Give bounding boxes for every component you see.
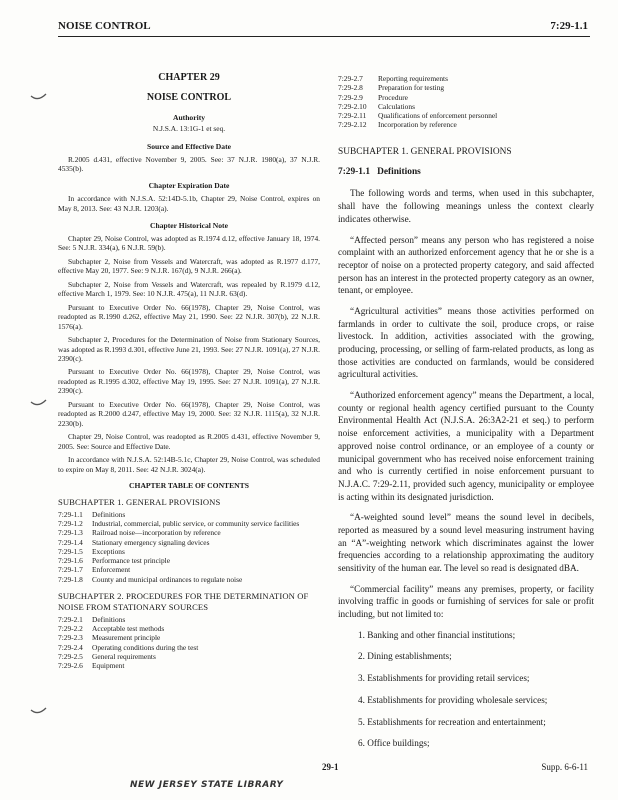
source-text: R.2005 d.431, effective November 9, 2005. See: 37 N.J.R. 1980(a), 37 N.J.R. 4535(b). (58, 154, 320, 173)
section-title: Definitions (377, 167, 421, 178)
authority-text: N.J.S.A. 13:1G-1 et seq. (152, 124, 226, 134)
toc-row[interactable]: 7:29-2.3 Measurement principle (58, 633, 161, 643)
library-stamp: NEW JERSEY STATE LIBRARY (130, 780, 284, 790)
punch-hole-mark-icon (28, 690, 50, 716)
header-section: 7:29-1.1 (550, 20, 588, 32)
toc-row[interactable]: 7:29-1.4 Stationary emergency signaling devices (58, 537, 210, 547)
toc-row[interactable]: 7:29-2.8 Preparation for testing (338, 83, 445, 93)
toc-row[interactable]: 7:29-2.1 Definitions (58, 614, 126, 624)
header-title: NOISE CONTROL (58, 20, 151, 32)
toc-row[interactable]: 7:29-1.3 Railroad noise—incorporation by reference (58, 528, 221, 538)
commercial-facility-list (338, 629, 594, 750)
history-note: Subchapter 2, Procedures for the Determination of Noise from Stationary Sources, was adopted as R.1993 d.301, effective June 21, 1993. See: 27 N.J.R. 1091(a), 27 N.J.R. 2390(c). (58, 335, 320, 363)
list-item: 3. Establishments for providing retail services; (358, 673, 530, 684)
toc-row[interactable]: 7:29-2.10 Calculations (338, 101, 415, 111)
definition-paragraph: The following words and terms, when used in this subchapter, shall have the following meanings unless the context clearly indicates otherwise. (338, 188, 594, 224)
history-label: Chapter Historical Note (150, 221, 228, 231)
history-note: Pursuant to Executive Order No. 66(1978), Chapter 29, Noise Control, was readopted as R.1995 d.302, effective May 19, 1995. See: 27 N.J.R. 1091(a), 27 N.J.R. 2390(c). (58, 367, 320, 396)
toc-row[interactable]: 7:29-1.8 County and municipal ordinances to regulate noise (58, 574, 243, 584)
left-column (58, 72, 320, 670)
list-item: 1. Banking and other financial institutions; (358, 629, 516, 640)
toc-row[interactable]: 7:29-1.7 Enforcement (58, 565, 131, 575)
toc-row[interactable]: 7:29-2.9 Procedure (338, 92, 408, 102)
list-item: 2. Dining establishments; (358, 651, 452, 662)
toc-row[interactable]: 7:29-2.6 Equipment (58, 661, 125, 671)
definition-paragraph: “A-weighted sound level” means the sound level in decibels, reported as measured by a sound level measuring instrument having an “A”-weighting network which discriminates against the lower frequencies according to a relationship approximating the auditory sensitivity of the human ear. The level so read is designated dBA. (338, 512, 594, 573)
toc-row[interactable]: 7:29-1.6 Performance test principle (58, 556, 170, 566)
subchapter-1-heading: SUBCHAPTER 1. GENERAL PROVISIONS (338, 146, 512, 157)
history-note: Chapter 29, Noise Control, was adopted as R.1974 d.12, effective January 18, 1974. See: 5 N.J.R. 334(a), 6 N.J.R. 59(b). (58, 233, 320, 253)
history-note: Pursuant to Executive Order No. 66(1978), Chapter 29, Noise Control, was readopted as R.2000 d.247, effective May 19, 2000. See: 32 N.J.R. 1115(a), 32 N.J.R. 2230(b). (58, 399, 320, 428)
list-item: 5. Establishments for recreation and entertainment; (358, 716, 546, 727)
toc-row[interactable]: 7:29-2.11 Qualifications of enforcement personnel (338, 111, 498, 120)
toc-label: CHAPTER TABLE OF CONTENTS (129, 481, 249, 491)
toc-row[interactable]: 7:29-2.7 Reporting requirements (338, 74, 448, 83)
definition-paragraph: “Agricultural activities” means those activities performed on farmlands in order to cultivate the soil, produce crops, or raise livestock. In addition, activities associated with the growing, producing, processing, or selling of farm-related products, as long as those activities are conducted on farmlands, would be considered agricultural activities. (338, 305, 594, 380)
authority-label: Authority (172, 112, 206, 122)
chapter-title: NOISE CONTROL (146, 91, 232, 103)
expiration-text: In accordance with N.J.S.A. 52:14D-5.1b, Chapter 29, Noise Control, expires on May 8, 2013. See: 43 N.J.R. 1203(a). (58, 194, 320, 213)
list-item: 4. Establishments for providing wholesale services; (358, 694, 548, 705)
toc-row[interactable]: 7:29-2.2 Acceptable test methods (58, 624, 165, 634)
toc-row[interactable]: 7:29-1.2 Industrial, commercial, public service, or community service facilities (58, 519, 300, 529)
history-note: Chapter 29, Noise Control, was readopted as R.2005 d.431, effective November 9, 2005. See: Source and Effective Date. (58, 432, 320, 451)
supplement-date: Supp. 6-6-11 (541, 762, 588, 772)
subchapter-2-toc-continued (338, 74, 497, 130)
page-number: 29-1 (322, 762, 339, 772)
history-note: In accordance with N.J.S.A. 52:14B-5.1c, Chapter 29, Noise Control, was scheduled to expire on May 8, 2011. See: 42 N.J.R. 3024(a). (58, 455, 320, 474)
toc-row[interactable]: 7:29-2.5 General requirements (58, 651, 156, 661)
expiration-label: Chapter Expiration Date (148, 181, 230, 191)
toc-row[interactable]: 7:29-2.4 Operating conditions during the test (58, 642, 199, 652)
section-number: 7:29-1.1 (338, 167, 371, 178)
section-heading (338, 166, 594, 179)
definition-paragraph: “Authorized enforcement agency” means the Department, a local, county or regional health agency certified pursuant to the County Environmental Health Act (N.J.S.A. 26:3A2-21 et seq.) to perform noise enforcement activities, a municipality with a Department approved noise control ordinance, or an employee of a county or municipal government who has received noise enforcement training and who is currently certified in noise enforcement pursuant to N.J.A.C. 7:29-2.11, provided such agency, municipality or employee is acting within its designated jurisdiction. (338, 390, 594, 502)
toc-row[interactable]: 7:29-1.5 Exceptions (58, 546, 125, 556)
history-note: Subchapter 2, Noise from Vessels and Watercraft, was repealed by R.1979 d.12, effective March 1, 1979. See: 10 N.J.R. 475(a), 11 N.J.R. 63(d). (58, 279, 320, 299)
chapter-number: CHAPTER 29 (158, 72, 220, 83)
subchapter-2-heading: SUBCHAPTER 2. PROCEDURES FOR THE DETERMINATION OF NOISE FROM STATIONARY SOURCES (58, 590, 309, 612)
running-header (58, 18, 590, 37)
punch-hole-mark-icon (28, 382, 50, 408)
toc-row[interactable]: 7:29-2.12 Incorporation by reference (338, 120, 457, 130)
subchapter-2-toc (58, 615, 198, 671)
definition-paragraph: “Commercial facility” means any premises, property, or facility involving traffic in goods or furnishing of services for sale or profit including, but not limited to: (338, 583, 594, 620)
right-column (338, 74, 594, 759)
punch-hole-mark-icon (28, 76, 50, 102)
history-note: Pursuant to Executive Order No. 66(1978), Chapter 29, Noise Control, was readopted as R.1990 d.262, effective May 21, 1990. See: 22 N.J.R. 307(b), 22 N.J.R. 1576(a). (58, 302, 320, 331)
list-item: 6. Office buildings; (358, 738, 430, 749)
history-note: Subchapter 2, Noise from Vessels and Watercraft, was adopted as R.1977 d.177, effective May 20, 1977. See: 9 N.J.R. 167(d), 9 N.J.R. 266(a). (58, 256, 320, 276)
toc-row[interactable]: 7:29-1.1 Definitions (58, 509, 126, 519)
subchapter-1-heading: SUBCHAPTER 1. GENERAL PROVISIONS (58, 496, 221, 507)
source-label: Source and Effective Date (146, 141, 231, 151)
subchapter-1-toc (58, 510, 299, 584)
definition-paragraph: “Affected person” means any person who has registered a noise complaint with an authorized enforcement agency that he or she is a receptor of noise on a protected property category, and said affected person has an interest in the protected property category as an owner, tenant, or employee. (338, 234, 594, 296)
